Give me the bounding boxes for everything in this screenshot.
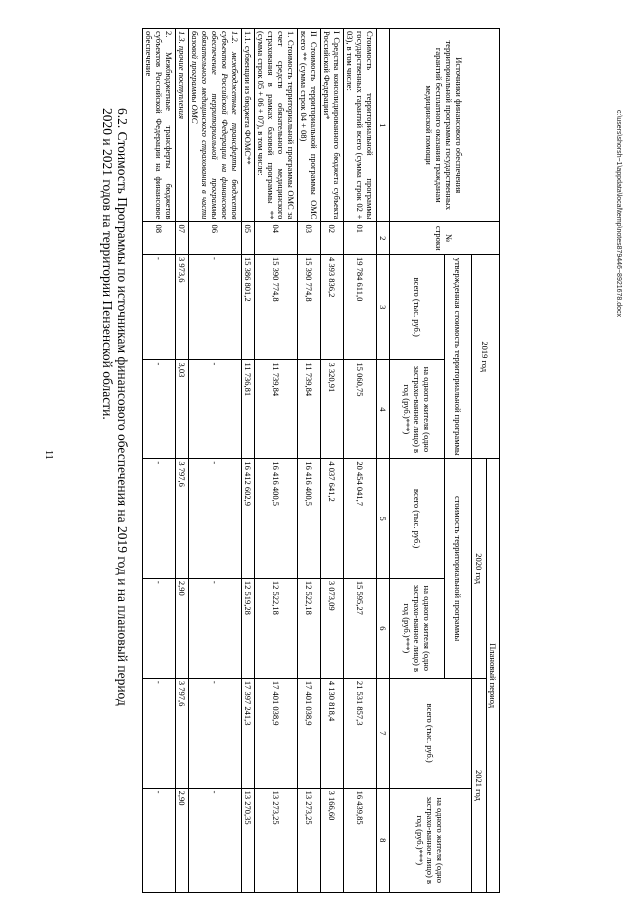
row-value-cell: 17 401 038,9: [255, 678, 298, 788]
header-total-2021: всего (тыс. руб.): [390, 678, 472, 788]
table-row: [321, 29, 344, 893]
row-source-cell: 1.2. межбюджетные трансферты бюджетов субъектов Российской Федерации на финансовое обеспечение территориальной программы обязательного медицинского страхования в части базовой программы ОМС: [189, 29, 242, 222]
table-row: [242, 29, 255, 893]
row-number-cell: 02: [321, 222, 344, 255]
row-number-cell: 01: [344, 222, 377, 255]
row-value-cell: -: [189, 360, 242, 459]
row-value-cell: 12 522,18: [255, 578, 298, 678]
row-number-cell: 03: [298, 222, 321, 255]
row-value-cell: -: [143, 459, 176, 579]
row-value-cell: 13 270,35: [242, 788, 255, 892]
col-index: 4: [377, 360, 390, 459]
row-value-cell: 19 784 611,0: [344, 255, 377, 360]
row-value-cell: 4 130 818,4: [321, 678, 344, 788]
col-index: 2: [377, 222, 390, 255]
table-row: [143, 29, 176, 893]
row-source-cell: 1.1. субвенции из бюджета ФОМС**: [242, 29, 255, 222]
row-value-cell: 13 273,25: [298, 788, 321, 892]
header-per-capita-2019: на одного жителя (одно застрахо-ванное лицо) в год (руб.)***): [390, 360, 445, 459]
cost-table: [142, 28, 500, 893]
row-number-cell: 07: [176, 222, 189, 255]
row-value-cell: 13 273,25: [255, 788, 298, 892]
row-source-cell: Стоимость территориальной программы государственных гарантий всего (сумма строк 02 + 03), в том числе:: [344, 29, 377, 222]
row-source-cell: I Средства консолидированного бюджета субъекта Российской Федерации*: [321, 29, 344, 222]
page-number: 11: [43, 450, 54, 460]
row-value-cell: -: [143, 255, 176, 360]
col-index: 8: [377, 788, 390, 892]
row-value-cell: 17 397 241,3: [242, 678, 255, 788]
heading-line-2: 2020 и 2021 годов на территории Пензенской области.: [100, 108, 115, 420]
header-per-capita-2020: на одного жителя (одно застрахо-ванное лицо) в год (руб.)***): [390, 578, 445, 678]
file-path-footer: c:\users\shorsh~1\appdata\local\temp\notes879446~8921678.docx: [615, 110, 622, 318]
col-index: 3: [377, 255, 390, 360]
row-value-cell: 17 401 038,9: [298, 678, 321, 788]
row-value-cell: 15 595,27: [344, 578, 377, 678]
row-value-cell: 11 739,84: [255, 360, 298, 459]
col-index: 6: [377, 578, 390, 678]
row-value-cell: 4 393 836,2: [321, 255, 344, 360]
row-value-cell: 16 412 602,9: [242, 459, 255, 579]
row-value-cell: 3 166,60: [321, 788, 344, 892]
row-value-cell: 12 519,28: [242, 578, 255, 678]
row-value-cell: 12 522,18: [298, 578, 321, 678]
header-2019: 2019 год: [472, 255, 500, 459]
row-value-cell: 3,03: [176, 360, 189, 459]
row-value-cell: 2,90: [176, 788, 189, 892]
row-value-cell: 16 416 400,5: [298, 459, 321, 579]
table-row: [298, 29, 321, 893]
row-value-cell: 11 739,84: [298, 360, 321, 459]
row-value-cell: -: [143, 788, 176, 892]
row-number-cell: 08: [143, 222, 176, 255]
row-value-cell: -: [143, 678, 176, 788]
row-value-cell: 15 060,75: [344, 360, 377, 459]
header-row-1: [487, 29, 500, 893]
header-2020: 2020 год: [472, 459, 487, 679]
col-index: 5: [377, 459, 390, 579]
row-value-cell: 4 037 641,2: [321, 459, 344, 579]
column-index-row: [377, 29, 390, 893]
header-source: Источники финансового обеспечения территориальной программы государственных гарантий бесплатного оказания гражданам медицинской помощи: [390, 29, 500, 222]
row-value-cell: 3 073,09: [321, 578, 344, 678]
row-value-cell: 20 454 041,7: [344, 459, 377, 579]
row-value-cell: -: [189, 459, 242, 579]
row-value-cell: 16 416 400,5: [255, 459, 298, 579]
header-2021: 2021 год: [472, 678, 487, 892]
row-value-cell: 11 736,81: [242, 360, 255, 459]
row-source-cell: II Стоимость территориальной программы ОМС всего ** (сумма строк 04 + 08): [298, 29, 321, 222]
row-value-cell: -: [143, 578, 176, 678]
row-value-cell: 3 973,6: [176, 255, 189, 360]
row-value-cell: -: [189, 255, 242, 360]
section-heading: [100, 108, 130, 848]
row-number-cell: 04: [255, 222, 298, 255]
row-value-cell: 3 320,91: [321, 360, 344, 459]
row-value-cell: 15 390 774,8: [255, 255, 298, 360]
header-row-no: № строки: [390, 222, 500, 255]
row-number-cell: 05: [242, 222, 255, 255]
heading-line-1: 6.2. Стоимость Программы по источникам финансового обеспечения на 2019 год и на плановый период: [115, 108, 130, 706]
row-value-cell: -: [143, 360, 176, 459]
row-value-cell: 21 531 857,3: [344, 678, 377, 788]
row-value-cell: -: [189, 578, 242, 678]
header-cost-2020: стоимость территориальной программы: [445, 459, 472, 679]
col-index: 1: [377, 29, 390, 222]
row-value-cell: -: [189, 678, 242, 788]
row-value-cell: 16 439,85: [344, 788, 377, 892]
row-source-cell: 1. Стоимость территориальной программы ОМС за счет средств обязательного медицинского страхования в рамках базовой программы ** (сумма строк 05 + 06 + 07), в том числе:: [255, 29, 298, 222]
row-value-cell: 3 797,6: [176, 678, 189, 788]
col-index: 7: [377, 678, 390, 788]
row-source-cell: 2. Межбюджетные трансферты бюджетов субъектов Российской Федерации на финансовое обеспечение: [143, 29, 176, 222]
row-value-cell: 3 797,6: [176, 459, 189, 579]
row-number-cell: 06: [189, 222, 242, 255]
header-total-2020: всего (тыс. руб.): [390, 459, 445, 579]
table-row: [176, 29, 189, 893]
table-row: [255, 29, 298, 893]
header-total-2019: всего (тыс. руб.): [390, 255, 445, 360]
row-value-cell: 15 390 774,8: [298, 255, 321, 360]
table-row: [189, 29, 242, 893]
table-row: [344, 29, 377, 893]
header-planned-period: Плановый период: [487, 459, 500, 893]
row-source-cell: 1.3. прочие поступления: [176, 29, 189, 222]
header-per-capita-2021: на одного жителя (одно застрахо-ванное лицо) в год (руб.)***): [390, 788, 472, 892]
row-value-cell: 15 386 801,2: [242, 255, 255, 360]
row-value-cell: 2,90: [176, 578, 189, 678]
row-value-cell: -: [189, 788, 242, 892]
header-approved-cost: утвержденная стоимость территориальной программы: [445, 255, 472, 459]
